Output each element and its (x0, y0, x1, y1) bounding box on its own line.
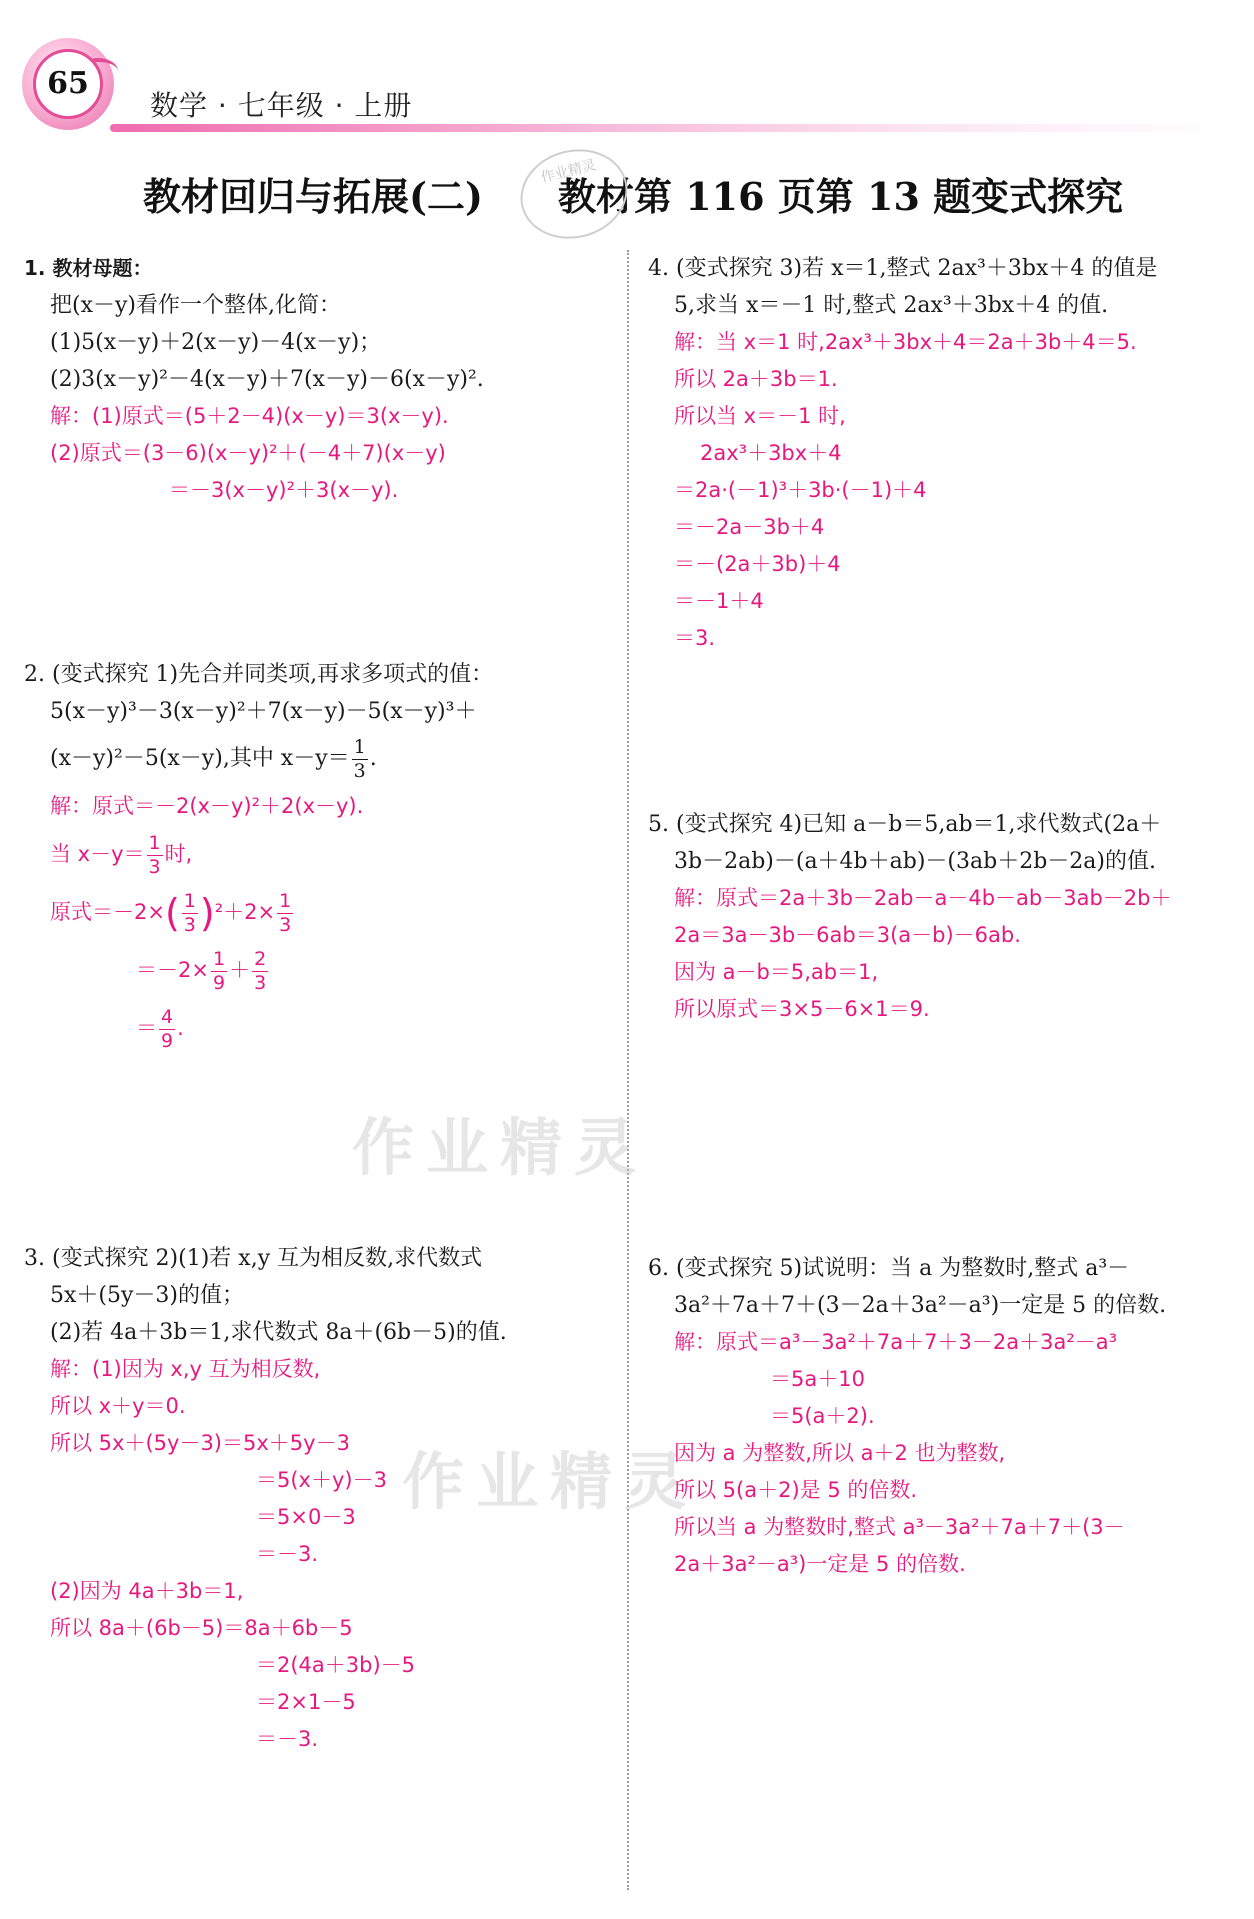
watermark-text: 作业精灵 (352, 1111, 649, 1184)
column-divider (627, 250, 629, 1890)
question-4 (648, 250, 1238, 657)
q4-answer-line: ＝－1＋4 (674, 589, 764, 613)
fraction (147, 831, 163, 878)
q3-answer-line: ＝2(4a＋3b)－5 (256, 1653, 416, 1677)
answer-text: 当 x－y＝ (50, 842, 145, 866)
watermark-stamp (511, 138, 637, 250)
fraction-numerator: 1 (279, 889, 292, 912)
q4-answer-line: 所以当 x＝－1 时, (674, 404, 846, 428)
q4-answer-line: ＝－2a－3b＋4 (674, 515, 825, 539)
q4-answer-line: 解：当 x＝1 时,2ax³＋3bx＋4＝2a＋3b＋4＝5. (674, 330, 1137, 354)
fraction-denominator: 3 (254, 971, 267, 994)
book-title: 数学 · 七年级 · 上册 (150, 89, 413, 122)
fraction-numerator: 1 (353, 735, 366, 758)
answer-text: 原式＝－2× (50, 900, 165, 924)
question-5 (648, 806, 1238, 1028)
page-number-badge (22, 38, 114, 130)
q4-answer-line: 所以 2a＋3b＝1. (674, 367, 838, 391)
fraction-numerator: 4 (161, 1005, 174, 1028)
answer-text: ²＋2× (214, 900, 276, 924)
q2-line: 2. (变式探究 1)先合并同类项,再求多项式的值： (24, 662, 494, 687)
q2-line: 5(x－y)³－3(x－y)²＋7(x－y)－5(x－y)³＋ (50, 699, 477, 724)
paren-open: ( (164, 891, 180, 935)
question-6 (648, 1250, 1238, 1583)
q3-answer-line: ＝－3. (256, 1727, 319, 1751)
answer-text: ＝－2× (136, 958, 209, 982)
fraction-denominator: 3 (148, 855, 161, 878)
q2-line-with-fraction (24, 730, 614, 788)
q5-answer-line: 解：原式＝2a＋3b－2ab－a－4b－ab－3ab－2b＋ (674, 886, 1172, 910)
q3-line: 3. (变式探究 2)(1)若 x,y 互为相反数,求代数式 (24, 1246, 483, 1271)
fraction-denominator: 3 (183, 913, 196, 936)
answer-text: ＋ (229, 958, 251, 982)
fraction-numerator: 1 (183, 889, 196, 912)
q6-answer-line: 所以当 a 为整数时,整式 a³－3a²＋7a＋7＋(3－ (674, 1515, 1125, 1539)
q2-answer-line (24, 825, 614, 883)
q5-answer-line: 所以原式＝3×5－6×1＝9. (674, 997, 930, 1021)
q1-answer-line: 解：(1)原式＝(5＋2－4)(x－y)＝3(x－y). (50, 404, 449, 428)
q2-answer-line (24, 999, 614, 1057)
fraction-numerator: 2 (254, 947, 267, 970)
paren-close: ) (199, 891, 215, 935)
answer-text: ＝ (136, 1016, 157, 1040)
q4-answer-line: 2ax³＋3bx＋4 (700, 441, 842, 465)
q6-line: 3a²＋7a＋7＋(3－2a＋3a²－a³)一定是 5 的倍数. (674, 1293, 1167, 1318)
q2-answer-line (24, 883, 614, 941)
q3-answer-line: ＝5×0－3 (256, 1505, 356, 1529)
q3-answer-line: 所以 5x＋(5y－3)＝5x＋5y－3 (50, 1431, 350, 1455)
q5-line: 5. (变式探究 4)已知 a－b＝5,ab＝1,求代数式(2a＋ (648, 812, 1162, 837)
q1-line: 1. 教材母题： (24, 256, 153, 280)
fraction-denominator: 3 (353, 759, 366, 782)
q1-line: (2)3(x－y)²－4(x－y)＋7(x－y)－6(x－y)². (50, 367, 484, 392)
q3-line: 5x＋(5y－3)的值； (50, 1283, 244, 1308)
q4-answer-line: ＝－(2a＋3b)＋4 (674, 552, 841, 576)
fraction-denominator: 9 (212, 971, 226, 994)
q4-line: 5,求当 x＝－1 时,整式 2ax³＋3bx＋4 的值. (674, 293, 1109, 318)
q1-answer-line: ＝－3(x－y)²＋3(x－y). (169, 478, 399, 502)
q1-line: (1)5(x－y)＋2(x－y)－4(x－y)； (50, 330, 382, 355)
q3-answer-line: ＝5(x＋y)－3 (256, 1468, 387, 1492)
q6-answer-line: 2a＋3a²－a³)一定是 5 的倍数. (674, 1552, 966, 1576)
q6-answer-line: 解：原式＝a³－3a²＋7a＋7＋3－2a＋3a²－a³ (674, 1330, 1118, 1354)
q2-answer-line (24, 941, 614, 999)
fraction-denominator: 3 (279, 913, 292, 936)
page-number: 65 (33, 49, 103, 119)
q2-line: (x－y)²－5(x－y),其中 x－y＝ (50, 746, 350, 771)
q4-answer-line: ＝3. (674, 626, 716, 650)
answer-text: 时, (164, 842, 193, 866)
fraction (352, 735, 368, 782)
q2-end: . (369, 746, 377, 771)
q6-answer-line: 因为 a 为整数,所以 a＋2 也为整数, (674, 1441, 1006, 1465)
q1-line: 把(x－y)看作一个整体,化简： (50, 293, 341, 318)
watermark-stamp-text: 作业精灵 (539, 157, 598, 187)
fraction-numerator: 1 (212, 947, 226, 970)
q3-answer-line: ＝2×1－5 (256, 1690, 356, 1714)
q6-answer-line: ＝5(a＋2). (770, 1404, 875, 1428)
q3-answer-line: 所以 x＋y＝0. (50, 1394, 186, 1418)
fraction-numerator: 1 (148, 831, 161, 854)
q6-line: 6. (变式探究 5)试说明：当 a 为整数时,整式 a³－ (648, 1256, 1130, 1281)
q3-line: (2)若 4a＋3b＝1,求代数式 8a＋(6b－5)的值. (50, 1320, 507, 1345)
q3-answer-line: 所以 8a＋(6b－5)＝8a＋6b－5 (50, 1616, 353, 1640)
page-title-right: 教材第 116 页第 13 题变式探究 (558, 174, 1124, 219)
header-bar (110, 124, 1230, 132)
q3-answer-line: ＝－3. (256, 1542, 319, 1566)
fraction (159, 1005, 175, 1052)
question-2 (24, 656, 614, 1057)
fraction-denominator: 9 (161, 1029, 174, 1052)
q5-line: 3b－2ab)－(a＋4b＋ab)－(3ab＋2b－2a)的值. (674, 849, 1156, 874)
q6-answer-line: 所以 5(a＋2)是 5 的倍数. (674, 1478, 918, 1502)
fraction (277, 889, 293, 936)
question-1 (24, 250, 614, 509)
q5-answer-line: 因为 a－b＝5,ab＝1, (674, 960, 879, 984)
page-title-left: 教材回归与拓展(二) (143, 174, 483, 219)
q5-answer-line: 2a＝3a－3b－6ab＝3(a－b)－6ab. (674, 923, 1021, 947)
watermark-text: 作业精灵 (402, 1445, 699, 1518)
q3-answer-line: 解：(1)因为 x,y 互为相反数, (50, 1357, 321, 1381)
q4-answer-line: ＝2a·(－1)³＋3b·(－1)＋4 (674, 478, 927, 502)
fraction (211, 947, 227, 994)
q4-line: 4. (变式探究 3)若 x＝1,整式 2ax³＋3bx＋4 的值是 (648, 256, 1158, 281)
fraction (182, 889, 198, 936)
answer-text: . (177, 1016, 184, 1040)
q2-answer-line: 解：原式＝－2(x－y)²＋2(x－y). (50, 794, 364, 818)
q3-answer-line: (2)因为 4a＋3b＝1, (50, 1579, 244, 1603)
q1-answer-line: (2)原式＝(3－6)(x－y)²＋(－4＋7)(x－y) (50, 441, 446, 465)
fraction (252, 947, 268, 994)
q6-answer-line: ＝5a＋10 (770, 1367, 865, 1391)
